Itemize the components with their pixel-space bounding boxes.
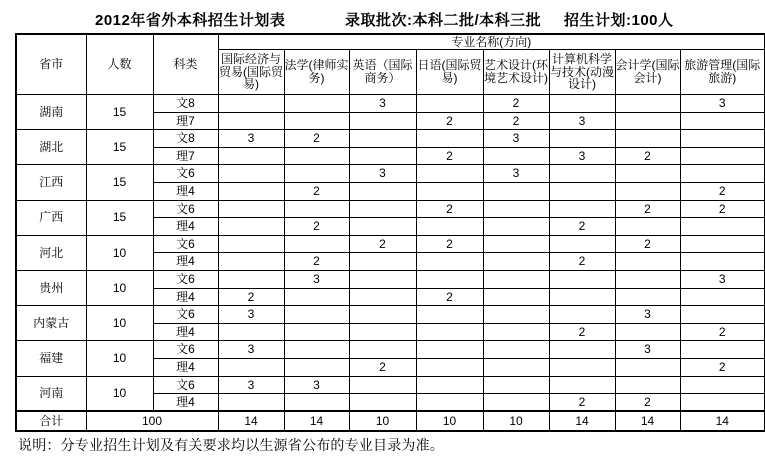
category-cell: 文6 bbox=[153, 341, 218, 359]
value-cell bbox=[284, 394, 349, 412]
value-cell: 2 bbox=[416, 147, 483, 165]
value-cell bbox=[416, 358, 483, 376]
value-cell bbox=[349, 323, 416, 341]
value-cell bbox=[483, 358, 549, 376]
value-cell: 3 bbox=[615, 306, 680, 324]
total-value-cell: 10 bbox=[483, 411, 549, 431]
value-cell: 2 bbox=[615, 200, 680, 218]
value-cell: 3 bbox=[349, 165, 416, 183]
value-cell bbox=[483, 235, 549, 253]
count-cell: 10 bbox=[86, 341, 153, 376]
value-cell bbox=[483, 147, 549, 165]
value-cell bbox=[549, 95, 615, 113]
value-cell bbox=[483, 218, 549, 236]
value-cell bbox=[416, 165, 483, 183]
value-cell bbox=[680, 112, 765, 130]
value-cell bbox=[615, 323, 680, 341]
value-cell bbox=[483, 253, 549, 271]
value-cell bbox=[284, 358, 349, 376]
value-cell: 2 bbox=[680, 323, 765, 341]
value-cell bbox=[680, 235, 765, 253]
value-cell: 3 bbox=[483, 130, 549, 148]
col-header-count: 人数 bbox=[86, 34, 153, 95]
value-cell: 2 bbox=[483, 95, 549, 113]
total-row bbox=[16, 411, 765, 431]
value-cell bbox=[284, 235, 349, 253]
count-cell: 10 bbox=[86, 376, 153, 411]
value-cell: 3 bbox=[284, 376, 349, 394]
value-cell bbox=[349, 130, 416, 148]
value-cell bbox=[615, 182, 680, 200]
value-cell bbox=[416, 182, 483, 200]
value-cell: 2 bbox=[284, 130, 349, 148]
total-value-cell: 14 bbox=[549, 411, 615, 431]
value-cell bbox=[483, 341, 549, 359]
value-cell bbox=[483, 376, 549, 394]
category-cell: 文6 bbox=[153, 306, 218, 324]
value-cell: 3 bbox=[218, 376, 284, 394]
col-header-province: 省市 bbox=[16, 34, 86, 95]
admission-batch-label: 录取批次:本科二批/本科三批 bbox=[345, 12, 542, 29]
value-cell bbox=[680, 218, 765, 236]
col-header-category: 科类 bbox=[153, 34, 218, 95]
value-cell bbox=[416, 95, 483, 113]
value-cell: 2 bbox=[349, 235, 416, 253]
value-cell: 2 bbox=[416, 288, 483, 306]
value-cell bbox=[284, 165, 349, 183]
enrollment-plan-table bbox=[15, 33, 765, 432]
value-cell bbox=[680, 165, 765, 183]
category-cell: 理7 bbox=[153, 147, 218, 165]
value-cell: 2 bbox=[284, 253, 349, 271]
value-cell bbox=[680, 130, 765, 148]
value-cell bbox=[349, 341, 416, 359]
province-cell: 湖南 bbox=[16, 95, 86, 130]
value-cell bbox=[615, 112, 680, 130]
value-cell: 2 bbox=[615, 235, 680, 253]
total-label-cell: 合计 bbox=[16, 411, 86, 431]
value-cell bbox=[549, 182, 615, 200]
value-cell bbox=[615, 376, 680, 394]
value-cell bbox=[218, 270, 284, 288]
value-cell: 2 bbox=[416, 112, 483, 130]
value-cell bbox=[349, 253, 416, 271]
value-cell bbox=[680, 288, 765, 306]
total-count-cell: 100 bbox=[86, 411, 218, 431]
value-cell bbox=[284, 112, 349, 130]
value-cell bbox=[218, 95, 284, 113]
col-header-major-accounting: 会计学(国际会计) bbox=[615, 50, 680, 95]
value-cell bbox=[549, 358, 615, 376]
total-value-cell: 14 bbox=[284, 411, 349, 431]
value-cell bbox=[349, 218, 416, 236]
value-cell bbox=[284, 323, 349, 341]
value-cell bbox=[680, 306, 765, 324]
table-row bbox=[16, 130, 765, 148]
value-cell: 2 bbox=[615, 147, 680, 165]
value-cell bbox=[483, 323, 549, 341]
value-cell bbox=[680, 341, 765, 359]
value-cell bbox=[483, 394, 549, 412]
value-cell bbox=[218, 165, 284, 183]
value-cell bbox=[483, 306, 549, 324]
value-cell bbox=[615, 130, 680, 148]
value-cell: 3 bbox=[218, 341, 284, 359]
value-cell bbox=[549, 288, 615, 306]
count-cell: 10 bbox=[86, 270, 153, 305]
count-cell: 10 bbox=[86, 306, 153, 341]
value-cell: 2 bbox=[483, 112, 549, 130]
value-cell bbox=[549, 200, 615, 218]
value-cell bbox=[615, 95, 680, 113]
value-cell bbox=[615, 218, 680, 236]
total-value-cell: 14 bbox=[615, 411, 680, 431]
count-cell: 15 bbox=[86, 165, 153, 200]
province-cell: 湖北 bbox=[16, 130, 86, 165]
value-cell bbox=[549, 165, 615, 183]
table-row bbox=[16, 341, 765, 359]
value-cell bbox=[416, 270, 483, 288]
title-bar bbox=[0, 7, 765, 29]
province-cell: 福建 bbox=[16, 341, 86, 376]
value-cell bbox=[680, 376, 765, 394]
value-cell bbox=[483, 182, 549, 200]
table-row bbox=[16, 235, 765, 253]
value-cell: 2 bbox=[549, 253, 615, 271]
value-cell bbox=[416, 394, 483, 412]
value-cell bbox=[349, 270, 416, 288]
value-cell bbox=[349, 306, 416, 324]
province-cell: 广西 bbox=[16, 200, 86, 235]
value-cell bbox=[416, 306, 483, 324]
col-header-major-art-design: 艺术设计(环境艺术设计) bbox=[483, 50, 549, 95]
value-cell bbox=[218, 147, 284, 165]
value-cell bbox=[349, 147, 416, 165]
value-cell: 2 bbox=[549, 218, 615, 236]
table-row bbox=[16, 165, 765, 183]
category-cell: 理4 bbox=[153, 253, 218, 271]
value-cell bbox=[549, 306, 615, 324]
value-cell bbox=[416, 130, 483, 148]
value-cell bbox=[416, 253, 483, 271]
value-cell: 3 bbox=[549, 147, 615, 165]
category-cell: 理4 bbox=[153, 394, 218, 412]
table-row bbox=[16, 306, 765, 324]
col-header-major-intl-trade: 国际经济与贸易(国际贸易) bbox=[218, 50, 284, 95]
value-cell bbox=[284, 95, 349, 113]
value-cell bbox=[284, 288, 349, 306]
col-header-major-computer: 计算机科学与技术(动漫设计) bbox=[549, 50, 615, 95]
category-cell: 文8 bbox=[153, 130, 218, 148]
value-cell: 2 bbox=[284, 182, 349, 200]
col-header-major-japanese: 日语(国际贸易) bbox=[416, 50, 483, 95]
count-cell: 15 bbox=[86, 95, 153, 130]
count-cell: 10 bbox=[86, 235, 153, 270]
value-cell bbox=[549, 341, 615, 359]
value-cell bbox=[483, 200, 549, 218]
value-cell bbox=[218, 358, 284, 376]
value-cell bbox=[549, 130, 615, 148]
note-text: 说明：分专业招生计划及有关要求均以生源省公布的专业目录为准。 bbox=[18, 437, 444, 453]
value-cell: 2 bbox=[349, 358, 416, 376]
category-cell: 文8 bbox=[153, 95, 218, 113]
value-cell bbox=[284, 147, 349, 165]
province-cell: 内蒙古 bbox=[16, 306, 86, 341]
total-value-cell: 14 bbox=[218, 411, 284, 431]
col-header-major-english: 英语（国际商务） bbox=[349, 50, 416, 95]
value-cell bbox=[416, 218, 483, 236]
total-value-cell: 10 bbox=[416, 411, 483, 431]
province-cell: 河北 bbox=[16, 235, 86, 270]
value-cell: 3 bbox=[549, 112, 615, 130]
value-cell bbox=[349, 394, 416, 412]
value-cell: 2 bbox=[549, 394, 615, 412]
value-cell bbox=[349, 288, 416, 306]
value-cell bbox=[218, 182, 284, 200]
value-cell: 3 bbox=[218, 306, 284, 324]
value-cell bbox=[483, 270, 549, 288]
category-cell: 理4 bbox=[153, 288, 218, 306]
value-cell bbox=[349, 200, 416, 218]
value-cell bbox=[615, 253, 680, 271]
value-cell bbox=[615, 270, 680, 288]
value-cell bbox=[218, 235, 284, 253]
value-cell bbox=[680, 253, 765, 271]
value-cell bbox=[284, 341, 349, 359]
category-cell: 文6 bbox=[153, 165, 218, 183]
value-cell: 2 bbox=[218, 288, 284, 306]
value-cell bbox=[218, 253, 284, 271]
province-cell: 贵州 bbox=[16, 270, 86, 305]
value-cell bbox=[416, 376, 483, 394]
value-cell: 3 bbox=[284, 270, 349, 288]
value-cell bbox=[416, 323, 483, 341]
province-cell: 河南 bbox=[16, 376, 86, 411]
table-body bbox=[16, 95, 765, 432]
value-cell: 2 bbox=[549, 323, 615, 341]
col-header-major-group: 专业名称(方向) bbox=[218, 34, 765, 50]
col-header-major-tourism: 旅游管理(国际旅游) bbox=[680, 50, 765, 95]
plan-total-label: 招生计划:100人 bbox=[564, 12, 674, 29]
value-cell bbox=[416, 341, 483, 359]
value-cell bbox=[483, 288, 549, 306]
value-cell: 3 bbox=[615, 341, 680, 359]
value-cell: 2 bbox=[680, 200, 765, 218]
value-cell: 3 bbox=[483, 165, 549, 183]
value-cell: 3 bbox=[680, 95, 765, 113]
total-value-cell: 14 bbox=[680, 411, 765, 431]
value-cell bbox=[218, 218, 284, 236]
value-cell: 2 bbox=[284, 218, 349, 236]
value-cell bbox=[680, 147, 765, 165]
province-cell: 江西 bbox=[16, 165, 86, 200]
value-cell bbox=[218, 323, 284, 341]
value-cell bbox=[284, 200, 349, 218]
value-cell: 2 bbox=[416, 200, 483, 218]
category-cell: 理7 bbox=[153, 112, 218, 130]
value-cell bbox=[218, 394, 284, 412]
category-cell: 文6 bbox=[153, 235, 218, 253]
table-header-row-top bbox=[16, 34, 765, 50]
value-cell: 3 bbox=[680, 270, 765, 288]
category-cell: 文6 bbox=[153, 376, 218, 394]
table-row bbox=[16, 376, 765, 394]
table-row bbox=[16, 200, 765, 218]
value-cell bbox=[615, 358, 680, 376]
category-cell: 理4 bbox=[153, 358, 218, 376]
value-cell bbox=[549, 270, 615, 288]
value-cell bbox=[680, 394, 765, 412]
category-cell: 理4 bbox=[153, 323, 218, 341]
table-row bbox=[16, 270, 765, 288]
value-cell bbox=[349, 112, 416, 130]
value-cell: 2 bbox=[680, 358, 765, 376]
value-cell: 3 bbox=[349, 95, 416, 113]
count-cell: 15 bbox=[86, 130, 153, 165]
value-cell bbox=[349, 376, 416, 394]
value-cell bbox=[349, 182, 416, 200]
category-cell: 理4 bbox=[153, 218, 218, 236]
value-cell: 2 bbox=[416, 235, 483, 253]
count-cell: 15 bbox=[86, 200, 153, 235]
value-cell bbox=[218, 112, 284, 130]
value-cell bbox=[549, 235, 615, 253]
col-header-major-law: 法学(律师实务) bbox=[284, 50, 349, 95]
value-cell bbox=[549, 376, 615, 394]
category-cell: 文6 bbox=[153, 200, 218, 218]
table-row bbox=[16, 95, 765, 113]
value-cell: 3 bbox=[218, 130, 284, 148]
category-cell: 文6 bbox=[153, 270, 218, 288]
category-cell: 理4 bbox=[153, 182, 218, 200]
value-cell: 2 bbox=[615, 394, 680, 412]
value-cell bbox=[218, 200, 284, 218]
total-value-cell: 10 bbox=[349, 411, 416, 431]
value-cell bbox=[284, 306, 349, 324]
page-title: 2012年省外本科招生计划表 bbox=[95, 12, 286, 29]
value-cell bbox=[615, 288, 680, 306]
value-cell bbox=[615, 165, 680, 183]
value-cell: 2 bbox=[680, 182, 765, 200]
